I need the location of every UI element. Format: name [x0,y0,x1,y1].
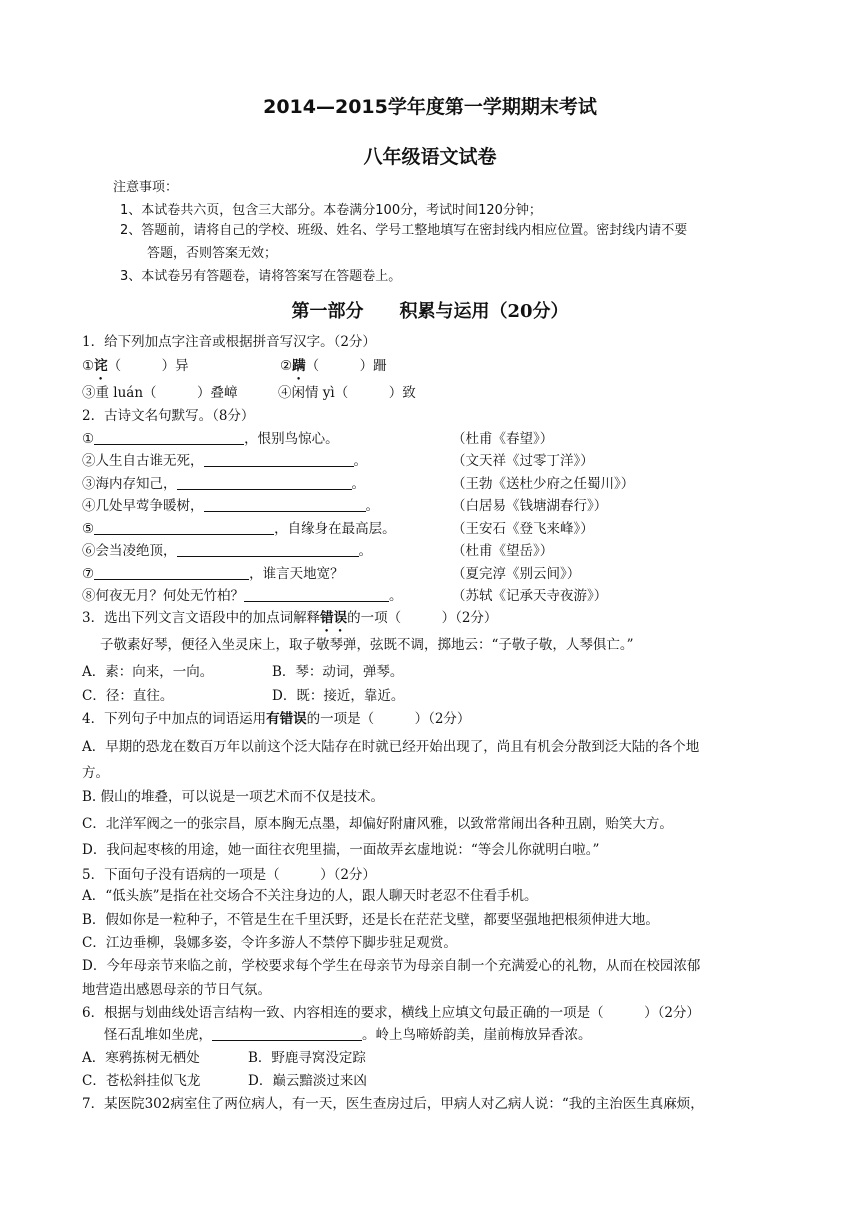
q2-line-7-pre: ⑦ [82,566,95,582]
q4-option-a-2: 方。 [82,765,109,781]
q3-option-c: C．径：直往。 [82,688,174,704]
q2-line-2-post: 。 [353,453,367,469]
q6-option-c: C．苍松斜挂似飞龙 [82,1073,201,1089]
q1-item-1-char: 诧 [94,358,108,374]
q2-line-5-blank[interactable] [94,520,274,535]
q7-stem: 7．某医院302病室住了两位病人，有一天，医生查房过后，甲病人对乙病人说：“我的主治医生真麻烦， [82,1096,704,1112]
q2-line-3-blank[interactable] [177,475,352,490]
exam-title: 2014—2015学年度第一学期期末考试 [263,96,597,118]
exam-subtitle: 八年级语文试卷 [363,146,497,168]
q2-line-7 [82,565,344,583]
q2-line-7-blank[interactable] [94,565,249,580]
q2-line-2-pre: ②人生自古谁无死， [82,453,204,469]
q1-item-4: ④闲情 yì（ ）致 [278,385,416,401]
q6-blank[interactable] [212,1026,362,1041]
q5-option-d-2: 地营造出感恩母亲的节日气氛。 [82,982,271,998]
q3-stem [82,609,497,635]
note-1: 1、本试卷共六页，包含三大部分。本卷满分100分，考试时间120分钟； [120,203,542,218]
q3-option-a: A．素：向来，一向。 [82,664,214,680]
q4-option-b: B. 假山的堆叠，可以说是一项艺术而不仅是技术。 [82,789,385,805]
q2-line-8 [82,587,403,605]
q2-line-5-post: ，自缘身在最高层。 [274,521,396,537]
q1-item-1-rest: （ ）异 [107,358,189,374]
q5-option-c: C．江边垂柳，袅娜多姿，令许多游人不禁停下脚步驻足观赏。 [82,935,457,951]
q4-option-a-1: A．早期的恐龙在数百万年以前这个泛大陆存在时就已经开始出现了，尚且有机会分散到泛大陆的各个地 [82,739,700,755]
q4-stem-a: 4．下列句子中加点的词语运用 [82,711,267,727]
q1-stem: 1．给下列加点字注音或根据拼音写汉字。（2分） [82,334,376,350]
q2-line-5 [82,520,396,538]
q2-line-6 [82,542,372,560]
q1-item-2-rest: （ ）跚 [305,358,387,374]
q2-line-1-pre: ① [82,431,95,447]
q3-stem-emph: 错误 [320,610,348,626]
q2-line-8-blank[interactable] [244,587,389,602]
q2-line-5-pre: ⑤ [82,521,95,537]
q2-line-2-source: （文天祥《过零丁洋》） [452,453,594,469]
q2-line-8-pre: ⑧何夜无月？何处无竹柏？ [82,588,244,604]
q2-line-6-pre: ⑥会当凌绝顶， [82,543,177,559]
q5-option-a: A．“低头族”是指在社交场合不关注身边的人，跟人聊天时老忍不住看手机。 [82,888,538,904]
q2-line-4-source: （白居易《钱塘湖春行》） [452,498,608,514]
q2-line-3 [82,475,365,493]
q3-stem-c: 的一项（ ）（2分） [347,610,498,626]
q2-line-3-post: 。 [351,476,365,492]
q6-couplet-a: 怪石乱堆如坐虎， [104,1027,212,1043]
q2-line-8-post: 。 [389,588,403,604]
q2-line-1-blank[interactable] [94,430,244,445]
q2-line-4 [82,497,379,515]
section1-title: 第一部分 积累与运用（20分） [291,301,569,322]
q5-stem: 5．下面句子没有语病的一项是（ ）（2分） [82,867,376,883]
q6-couplet-b: 。岭上鸟啼娇韵美，崖前梅放异香浓。 [362,1027,592,1043]
q5-option-b: B．假如你是一粒种子，不管是生在千里沃野，还是长在茫茫戈壁，都要坚强地把根须伸进大地。 [82,912,659,928]
q6-option-d: D．巅云黯淡过来凶 [248,1073,367,1089]
q3-option-b: B．琴：动词，弹琴。 [272,664,404,680]
q1-item-2 [280,357,387,383]
q4-option-c: C．北洋军阀之一的张宗昌，原本胸无点墨，却偏好附庸风雅，以致常常闹出各种丑剧，贻笑大方。 [82,816,673,832]
q2-line-7-post: ，谁言天地宽？ [249,566,344,582]
q5-option-d-1: D．今年母亲节来临之前，学校要求每个学生在母亲节为母亲自制一个充满爱心的礼物，从而在校园浓郁 [82,958,701,974]
note-3: 3、本试卷另有答题卷，请将答案写在答题卷上。 [120,269,402,284]
q2-line-2-blank[interactable] [204,452,354,467]
q1-item-3: ③重 luán（ ）叠嶂 [82,385,238,401]
q3-passage: 子敬素好琴，便径入坐灵床上，取子敬琴弹，弦既不调，掷地云：“子敬子敬，人琴俱亡。” [100,637,634,653]
q2-stem: 2．古诗文名句默写。（8分） [82,408,255,424]
note-2a: 2、答题前，请将自己的学校、班级、姓名、学号工整地填写在密封线内相应位置。密封线内请不要 [120,223,688,238]
note-2b: 答题，否则答案无效； [147,246,278,261]
q3-stem-a: 3．选出下列文言文语段中的加点词解释 [82,610,321,626]
q4-option-d: D．我问起枣核的用途，她一面往衣兜里揣，一面故弄玄虚地说：“等会儿你就明白啦。” [82,842,600,858]
notes-heading: 注意事项： [113,180,179,195]
q6-couplet [104,1026,592,1044]
q2-line-4-pre: ④几处早莺争暖树， [82,498,204,514]
q4-stem-c: 的一项是（ ）（2分） [306,711,471,727]
q2-line-6-post: 。 [358,543,372,559]
q2-line-2 [82,452,367,470]
q6-stem: 6．根据与划曲线处语言结构一致、内容相连的要求，横线上应填文句最正确的一项是（ ）（2分） [82,1005,700,1021]
q4-stem [82,710,470,728]
q2-line-6-source: （杜甫《望岳》） [452,543,554,559]
q2-line-1-source: （杜甫《春望》） [452,431,554,447]
q2-line-5-source: （王安石《登飞来峰》） [452,521,594,537]
q2-line-7-source: （夏完淳《别云间》） [452,566,581,582]
q2-line-1 [82,430,339,448]
q4-stem-emph: 有错误 [266,711,307,727]
q1-item-1-num: ① [82,358,95,374]
q2-line-3-source: （王勃《送杜少府之任蜀川》） [452,476,635,492]
q2-line-3-pre: ③海内存知己， [82,476,177,492]
q2-line-8-source: （苏轼《记承天寺夜游》） [452,588,608,604]
q2-line-1-post: ，恨别鸟惊心。 [244,431,339,447]
q1-item-1 [82,357,189,383]
q1-item-2-num: ② [280,358,293,374]
q1-item-2-char: 蹒 [292,358,306,374]
q6-option-b: B．野鹿寻窝没定踪 [248,1050,366,1066]
q2-line-4-blank[interactable] [204,497,366,512]
q2-line-6-blank[interactable] [177,542,359,557]
q3-option-d: D．既：接近，靠近。 [272,688,405,704]
q6-option-a: A．寒鸦拣树无栖处 [82,1050,200,1066]
q2-line-4-post: 。 [365,498,379,514]
